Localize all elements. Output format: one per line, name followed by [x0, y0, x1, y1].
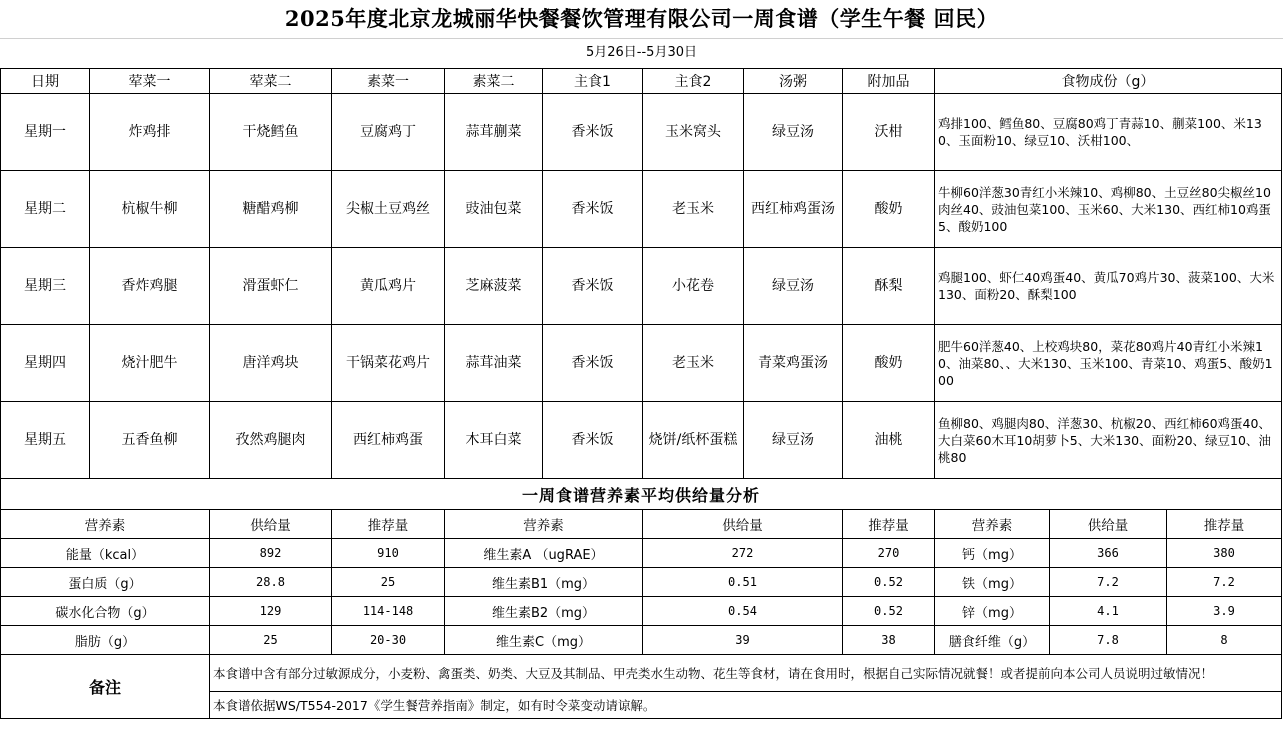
menu-row [1, 325, 1282, 402]
nutrition-row [1, 597, 1282, 626]
day-cell: 星期四 [1, 325, 90, 402]
nutrition-row [1, 539, 1282, 568]
dish-meat-2: 干烧鳕鱼 [210, 94, 332, 171]
nutrient-name: 锌（mg） [935, 597, 1050, 626]
recommended-value: 380 [1167, 539, 1282, 568]
dish-soup: 绿豆汤 [744, 94, 843, 171]
allergen-remark-row [1, 655, 1282, 692]
header-veg-1: 素菜一 [332, 69, 445, 94]
dish-staple-2: 小花卷 [643, 248, 744, 325]
dish-soup: 青菜鸡蛋汤 [744, 325, 843, 402]
nutrient-name: 钙（mg） [935, 539, 1050, 568]
day-cell: 星期五 [1, 402, 90, 479]
nutrition-header-row [1, 510, 1282, 539]
header-meat-1: 荤菜一 [90, 69, 210, 94]
supply-value: 28.8 [210, 568, 332, 597]
dish-meat-1: 炸鸡排 [90, 94, 210, 171]
nutrient-name: 膳食纤维（g） [935, 626, 1050, 655]
nutrient-name: 维生素C（mg） [445, 626, 643, 655]
menu-row [1, 171, 1282, 248]
nutrient-name: 能量（kcal） [1, 539, 210, 568]
dish-extra: 酸奶 [843, 325, 935, 402]
dish-staple-2: 烧饼/纸杯蛋糕 [643, 402, 744, 479]
dish-veg-1: 黄瓜鸡片 [332, 248, 445, 325]
recommended-header: 推荐量 [332, 510, 445, 539]
header-meat-2: 荤菜二 [210, 69, 332, 94]
nutrient-name: 碳水化合物（g） [1, 597, 210, 626]
dish-veg-2: 木耳白菜 [445, 402, 543, 479]
allergen-note: 本食谱中含有部分过敏源成分，小麦粉、禽蛋类、奶类、大豆及其制品、甲壳类水生动物、花生等食材，请在食用时，根据自己实际情况就餐！或者提前向本公司人员说明过敏情况！ [210, 655, 1282, 692]
recommended-value: 7.2 [1167, 568, 1282, 597]
dish-veg-2: 豉油包菜 [445, 171, 543, 248]
day-cell: 星期三 [1, 248, 90, 325]
recommended-value: 20-30 [332, 626, 445, 655]
supply-value: 39 [643, 626, 843, 655]
supply-value: 0.54 [643, 597, 843, 626]
dish-staple-1: 香米饭 [543, 171, 643, 248]
dish-meat-2: 唐洋鸡块 [210, 325, 332, 402]
supply-value: 0.51 [643, 568, 843, 597]
dish-staple-2: 老玉米 [643, 325, 744, 402]
dish-staple-2: 老玉米 [643, 171, 744, 248]
header-composition: 食物成份（g） [935, 69, 1282, 94]
dish-staple-1: 香米饭 [543, 325, 643, 402]
dish-staple-2: 玉米窝头 [643, 94, 744, 171]
supply-value: 129 [210, 597, 332, 626]
dish-meat-1: 杭椒牛柳 [90, 171, 210, 248]
header-soup: 汤粥 [744, 69, 843, 94]
header-veg-2: 素菜二 [445, 69, 543, 94]
supply-value: 25 [210, 626, 332, 655]
dish-veg-2: 芝麻菠菜 [445, 248, 543, 325]
dish-soup: 绿豆汤 [744, 248, 843, 325]
recommended-value: 25 [332, 568, 445, 597]
recommended-value: 910 [332, 539, 445, 568]
supply-value: 272 [643, 539, 843, 568]
dish-meat-2: 孜然鸡腿肉 [210, 402, 332, 479]
recommended-value: 3.9 [1167, 597, 1282, 626]
dish-veg-1: 尖椒土豆鸡丝 [332, 171, 445, 248]
recommended-header: 推荐量 [843, 510, 935, 539]
recommended-value: 0.52 [843, 597, 935, 626]
title-divider [0, 38, 1283, 39]
dish-staple-1: 香米饭 [543, 94, 643, 171]
dish-meat-1: 五香鱼柳 [90, 402, 210, 479]
dish-veg-1: 干锅菜花鸡片 [332, 325, 445, 402]
recommended-value: 270 [843, 539, 935, 568]
nutrient-name: 维生素A （ugRAE） [445, 539, 643, 568]
composition-cell: 鸡腿100、虾仁40鸡蛋40、黄瓜70鸡片30、菠菜100、大米130、面粉20、酥梨100 [935, 248, 1282, 325]
dish-veg-1: 西红柿鸡蛋 [332, 402, 445, 479]
composition-cell: 牛柳60洋葱30青红小米辣10、鸡柳80、土豆丝80尖椒丝10肉丝40、豉油包菜100、玉米60、大米130、西红柿10鸡蛋5、酸奶100 [935, 171, 1282, 248]
dish-meat-1: 香炸鸡腿 [90, 248, 210, 325]
dish-extra: 酥梨 [843, 248, 935, 325]
nutrition-title: 一周食谱营养素平均供给量分析 [1, 479, 1282, 510]
supply-value: 366 [1050, 539, 1167, 568]
nutrient-name: 铁（mg） [935, 568, 1050, 597]
supply-header: 供给量 [643, 510, 843, 539]
menu-header-row [1, 69, 1282, 94]
nutrition-row [1, 626, 1282, 655]
page-title: 2025年度北京龙城丽华快餐餐饮管理有限公司一周食谱（学生午餐 回民） [284, 6, 999, 31]
dish-soup: 西红柿鸡蛋汤 [744, 171, 843, 248]
nutrition-table [0, 478, 1282, 719]
weekly-menu-table [0, 68, 1282, 479]
header-staple-2: 主食2 [643, 69, 744, 94]
menu-row [1, 248, 1282, 325]
dish-extra: 酸奶 [843, 171, 935, 248]
dish-veg-2: 蒜茸油菜 [445, 325, 543, 402]
dish-extra: 沃柑 [843, 94, 935, 171]
date-range: 5月26日--5月30日 [585, 45, 697, 60]
composition-cell: 鸡排100、鳕鱼80、豆腐80鸡丁青蒜10、蒯菜100、米130、玉面粉10、绿豆10、沃柑100、 [935, 94, 1282, 171]
nutrient-name: 蛋白质（g） [1, 568, 210, 597]
menu-row [1, 94, 1282, 171]
dish-staple-1: 香米饭 [543, 248, 643, 325]
recommended-value: 114-148 [332, 597, 445, 626]
composition-cell: 鱼柳80、鸡腿肉80、洋葱30、杭椒20、西红柿60鸡蛋40、大白菜60木耳10胡萝卜5、大米130、面粉20、绿豆10、油桃80 [935, 402, 1282, 479]
recommended-value: 8 [1167, 626, 1282, 655]
nutrient-header: 营养素 [935, 510, 1050, 539]
day-cell: 星期一 [1, 94, 90, 171]
supply-value: 892 [210, 539, 332, 568]
supply-header: 供给量 [210, 510, 332, 539]
day-cell: 星期二 [1, 171, 90, 248]
supply-value: 7.8 [1050, 626, 1167, 655]
dish-meat-1: 烧汁肥牛 [90, 325, 210, 402]
dish-meat-2: 滑蛋虾仁 [210, 248, 332, 325]
nutrition-row [1, 568, 1282, 597]
recommended-header: 推荐量 [1167, 510, 1282, 539]
supply-value: 7.2 [1050, 568, 1167, 597]
menu-row [1, 402, 1282, 479]
standard-note: 本食谱依据WS/T554-2017《学生餐营养指南》制定，如有时令菜变动请谅解。 [210, 692, 1282, 719]
recommended-value: 0.52 [843, 568, 935, 597]
dish-veg-1: 豆腐鸡丁 [332, 94, 445, 171]
header-date: 日期 [1, 69, 90, 94]
dish-meat-2: 糖醋鸡柳 [210, 171, 332, 248]
nutrient-name: 维生素B1（mg） [445, 568, 643, 597]
header-staple-1: 主食1 [543, 69, 643, 94]
nutrient-header: 营养素 [1, 510, 210, 539]
dish-soup: 绿豆汤 [744, 402, 843, 479]
supply-header: 供给量 [1050, 510, 1167, 539]
dish-veg-2: 蒜茸蒯菜 [445, 94, 543, 171]
header-extra: 附加品 [843, 69, 935, 94]
nutrient-name: 脂肪（g） [1, 626, 210, 655]
dish-extra: 油桃 [843, 402, 935, 479]
remarks-label: 备注 [1, 655, 210, 719]
nutrient-name: 维生素B2（mg） [445, 597, 643, 626]
nutrient-header: 营养素 [445, 510, 643, 539]
recommended-value: 38 [843, 626, 935, 655]
composition-cell: 肥牛60洋葱40、上校鸡块80，菜花80鸡片40青红小米辣10、油菜80、、大米130、玉米100、青菜10、鸡蛋5、酸奶100 [935, 325, 1282, 402]
dish-staple-1: 香米饭 [543, 402, 643, 479]
supply-value: 4.1 [1050, 597, 1167, 626]
